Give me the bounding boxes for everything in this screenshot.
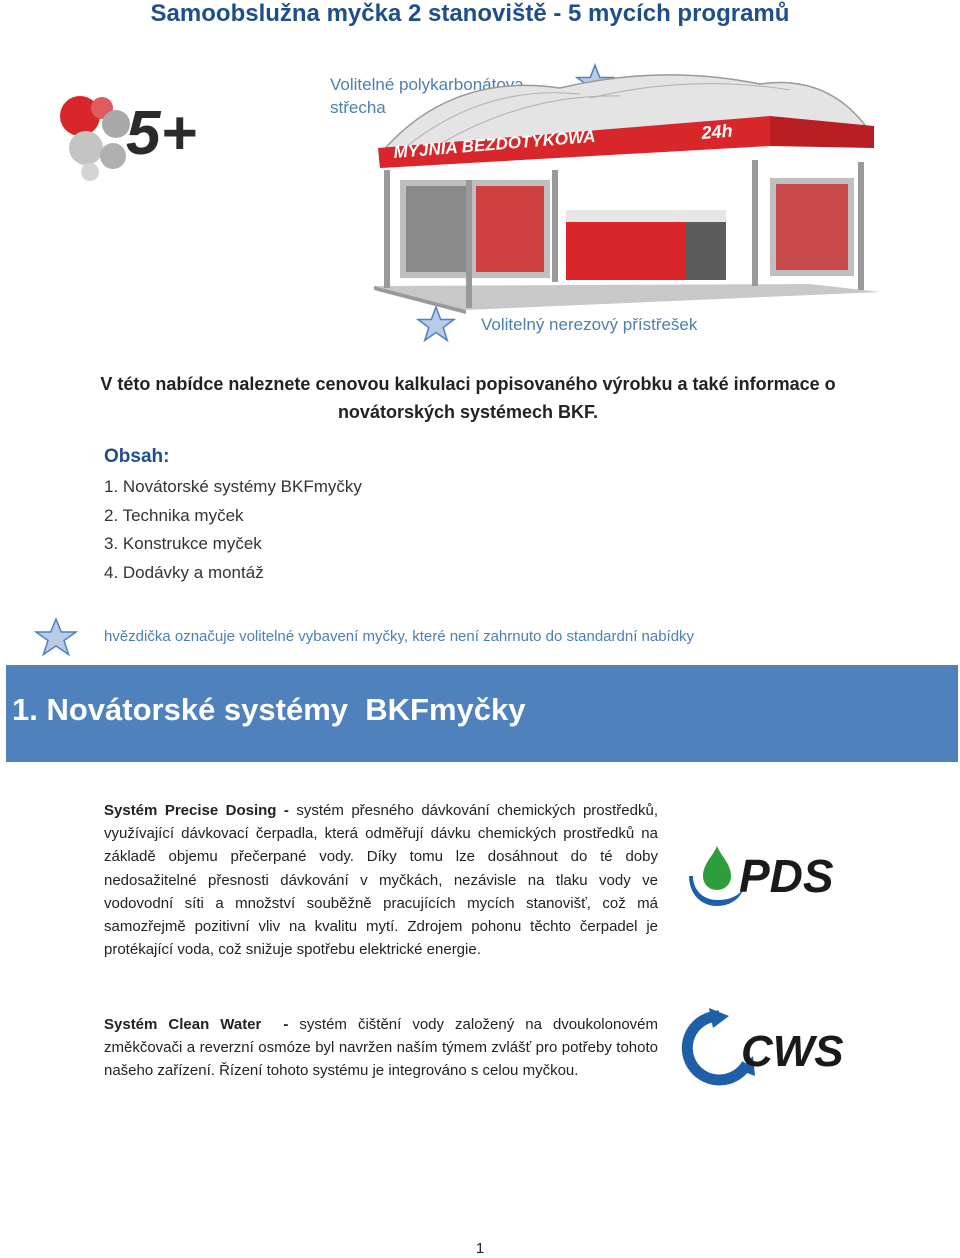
shelter-option-callout: Volitelný nerezový přístřešek [481,315,698,334]
five-plus-logo-text: 5+ [126,99,197,168]
toc-item: 4. Dodávky a montáž [104,562,264,582]
cws-paragraph [104,1013,658,1083]
carwash-sign-hours: 24h [700,120,734,143]
cws-logo-text: CWS [741,1027,844,1076]
cws-text: systém čištění vody založený na dvoukolonovém změkčovači a reverzní osmóze byl navržen naším týmem zvlášť pro potřeby tohoto našeho zařízení. Řízení tohoto systému je integrováno s celou myčkou. [104,1016,659,1080]
pds-text: systém přesného dávkování chemických prostředků, využívající dávkovací čerpadla, která odměřují dávku chemických prostředků na základě objemu přečerpané vody. Díky tomu lze dosáhnout do té doby nedosažitelné přesnosti dávkování v myčkách, nezávisle na tlaku vody ve vodovodní síti a množství souběžně pracujících mycích stanovišť, což má samozřejmě pozitivní vliv na kvalitu mytí. Zdrojem pohonu těchto čerpadel je protékající voda, což snižuje spotřebu elektrické energie. [104,802,658,959]
section-title: 1. Novátorské systémy BKFmyčky [12,692,526,727]
cws-label: Systém Clean Water - [104,1016,289,1033]
carwash-sign-text: MYJNIA BEZDOTYKOWA [392,126,597,162]
star-icon [33,617,79,657]
document-title: Samoobslužna myčka 2 stanoviště - 5 mycích programů [150,0,790,27]
toc-heading: Obsah: [104,446,170,467]
toc-item: 3. Konstrukce myček [104,534,262,553]
pds-label: Systém Precise Dosing - [104,802,289,819]
toc-item: 2. Technika myček [104,505,244,525]
pds-paragraph [104,799,658,961]
roof-option-callout: Volitelné polykarbonátova střecha [330,75,524,117]
page-number: 1 [475,1240,485,1257]
pds-logo [683,842,858,910]
cws-logo [679,1008,865,1086]
toc-item: 1. Novátorské systémy BKFmyčky [104,477,362,496]
pds-logo-text: PDS [739,850,834,902]
optional-legend: hvězdička označuje volitelné vybavení myčky, které není zahrnuto do standardní nabídky [104,628,695,645]
five-plus-logo [58,88,258,188]
carwash-illustration [370,70,882,314]
section-header [6,665,958,762]
toc-list [104,474,362,588]
intro-text: V této nabídce naleznete cenovou kalkulaci popisovaného výrobku a také informace o novátorských systémech BKF. [100,374,836,422]
